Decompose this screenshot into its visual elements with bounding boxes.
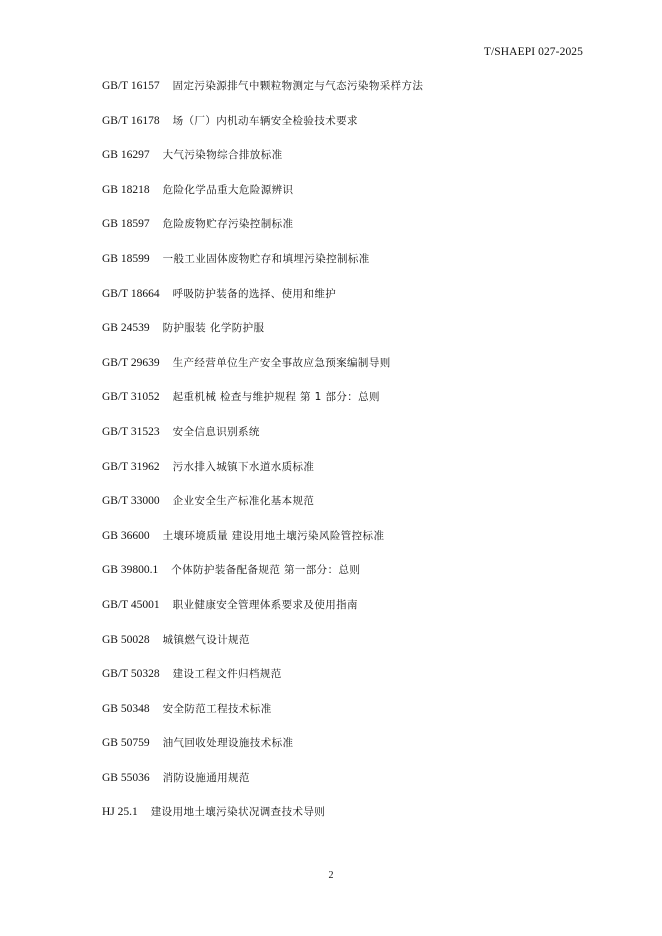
reference-code: GB/T 18664 [102,287,160,300]
reference-code: GB/T 16178 [102,114,160,127]
reference-item [102,493,423,528]
reference-item [102,735,423,770]
reference-title: 一般工业固体废物贮存和填埋污染控制标准 [162,252,370,265]
reference-code: GB 16297 [102,149,150,162]
reference-title: 危险废物贮存污染控制标准 [162,218,294,231]
reference-title: 危险化学品重大危险源辨识 [162,183,294,196]
reference-code: GB/T 31052 [102,391,160,404]
normative-reference-list [102,78,423,839]
reference-item [102,528,423,563]
reference-title: 安全防范工程技术标准 [162,702,272,715]
reference-item [102,459,423,494]
reference-title: 消防设施通用规范 [162,771,250,784]
reference-item [102,320,423,355]
reference-item [102,804,423,839]
reference-code: GB 50348 [102,702,150,715]
reference-code: GB/T 33000 [102,495,160,508]
page-number: 2 [328,870,334,881]
reference-code: GB/T 45001 [102,598,160,611]
reference-title: 场（厂）内机动车辆安全检验技术要求 [172,114,358,127]
reference-item [102,562,423,597]
reference-item [102,113,423,148]
reference-code: GB 36600 [102,529,150,542]
reference-code: GB/T 31962 [102,460,160,473]
reference-code: GB/T 50328 [102,668,160,681]
reference-item [102,182,423,217]
reference-code: GB 24539 [102,322,150,335]
reference-code: GB/T 31523 [102,425,160,438]
reference-title: 安全信息识别系统 [172,425,260,438]
reference-title: 污水排入城镇下水道水质标准 [172,460,315,473]
reference-title: 生产经营单位生产安全事故应急预案编制导则 [172,356,391,369]
reference-title: 企业安全生产标准化基本规范 [172,495,315,508]
reference-title: 呼吸防护装备的选择、使用和维护 [172,287,337,300]
reference-code: HJ 25.1 [102,806,138,819]
reference-item [102,286,423,321]
reference-item [102,216,423,251]
reference-item [102,666,423,701]
reference-title: 大气污染物综合排放标准 [162,149,283,162]
reference-title: 建设用地土壤污染状况调查技术导则 [150,806,326,819]
reference-item [102,770,423,805]
reference-title: 防护服装 化学防护服 [162,322,265,335]
reference-code: GB 50028 [102,633,150,646]
reference-code: GB 18599 [102,252,150,265]
reference-item [102,147,423,182]
reference-title: 油气回收处理设施技术标准 [162,737,294,750]
reference-title: 土壤环境质量 建设用地土壤污染风险管控标准 [162,529,385,542]
reference-item [102,597,423,632]
reference-code: GB 55036 [102,771,150,784]
reference-item [102,251,423,286]
reference-code: GB 50759 [102,737,150,750]
reference-code: GB 39800.1 [102,564,159,577]
reference-code: GB/T 29639 [102,356,160,369]
reference-item [102,424,423,459]
reference-item [102,701,423,736]
reference-item [102,78,423,113]
reference-code: GB 18218 [102,183,150,196]
reference-title: 个体防护装备配备规范 第一部分：总则 [171,564,361,577]
reference-title: 建设工程文件归档规范 [172,668,282,681]
reference-code: GB/T 16157 [102,80,160,92]
reference-item [102,632,423,667]
reference-item [102,389,423,424]
reference-item [102,355,423,390]
reference-title: 起重机械 检查与维护规程 第 1 部分：总则 [172,391,380,404]
standard-id-header: T/SHAEPI 027-2025 [483,46,583,58]
reference-code: GB 18597 [102,218,150,231]
reference-title: 城镇燃气设计规范 [162,633,250,646]
reference-title: 职业健康安全管理体系要求及使用指南 [172,598,358,611]
reference-title: 固定污染源排气中颗粒物测定与气态污染物采样方法 [172,80,424,92]
